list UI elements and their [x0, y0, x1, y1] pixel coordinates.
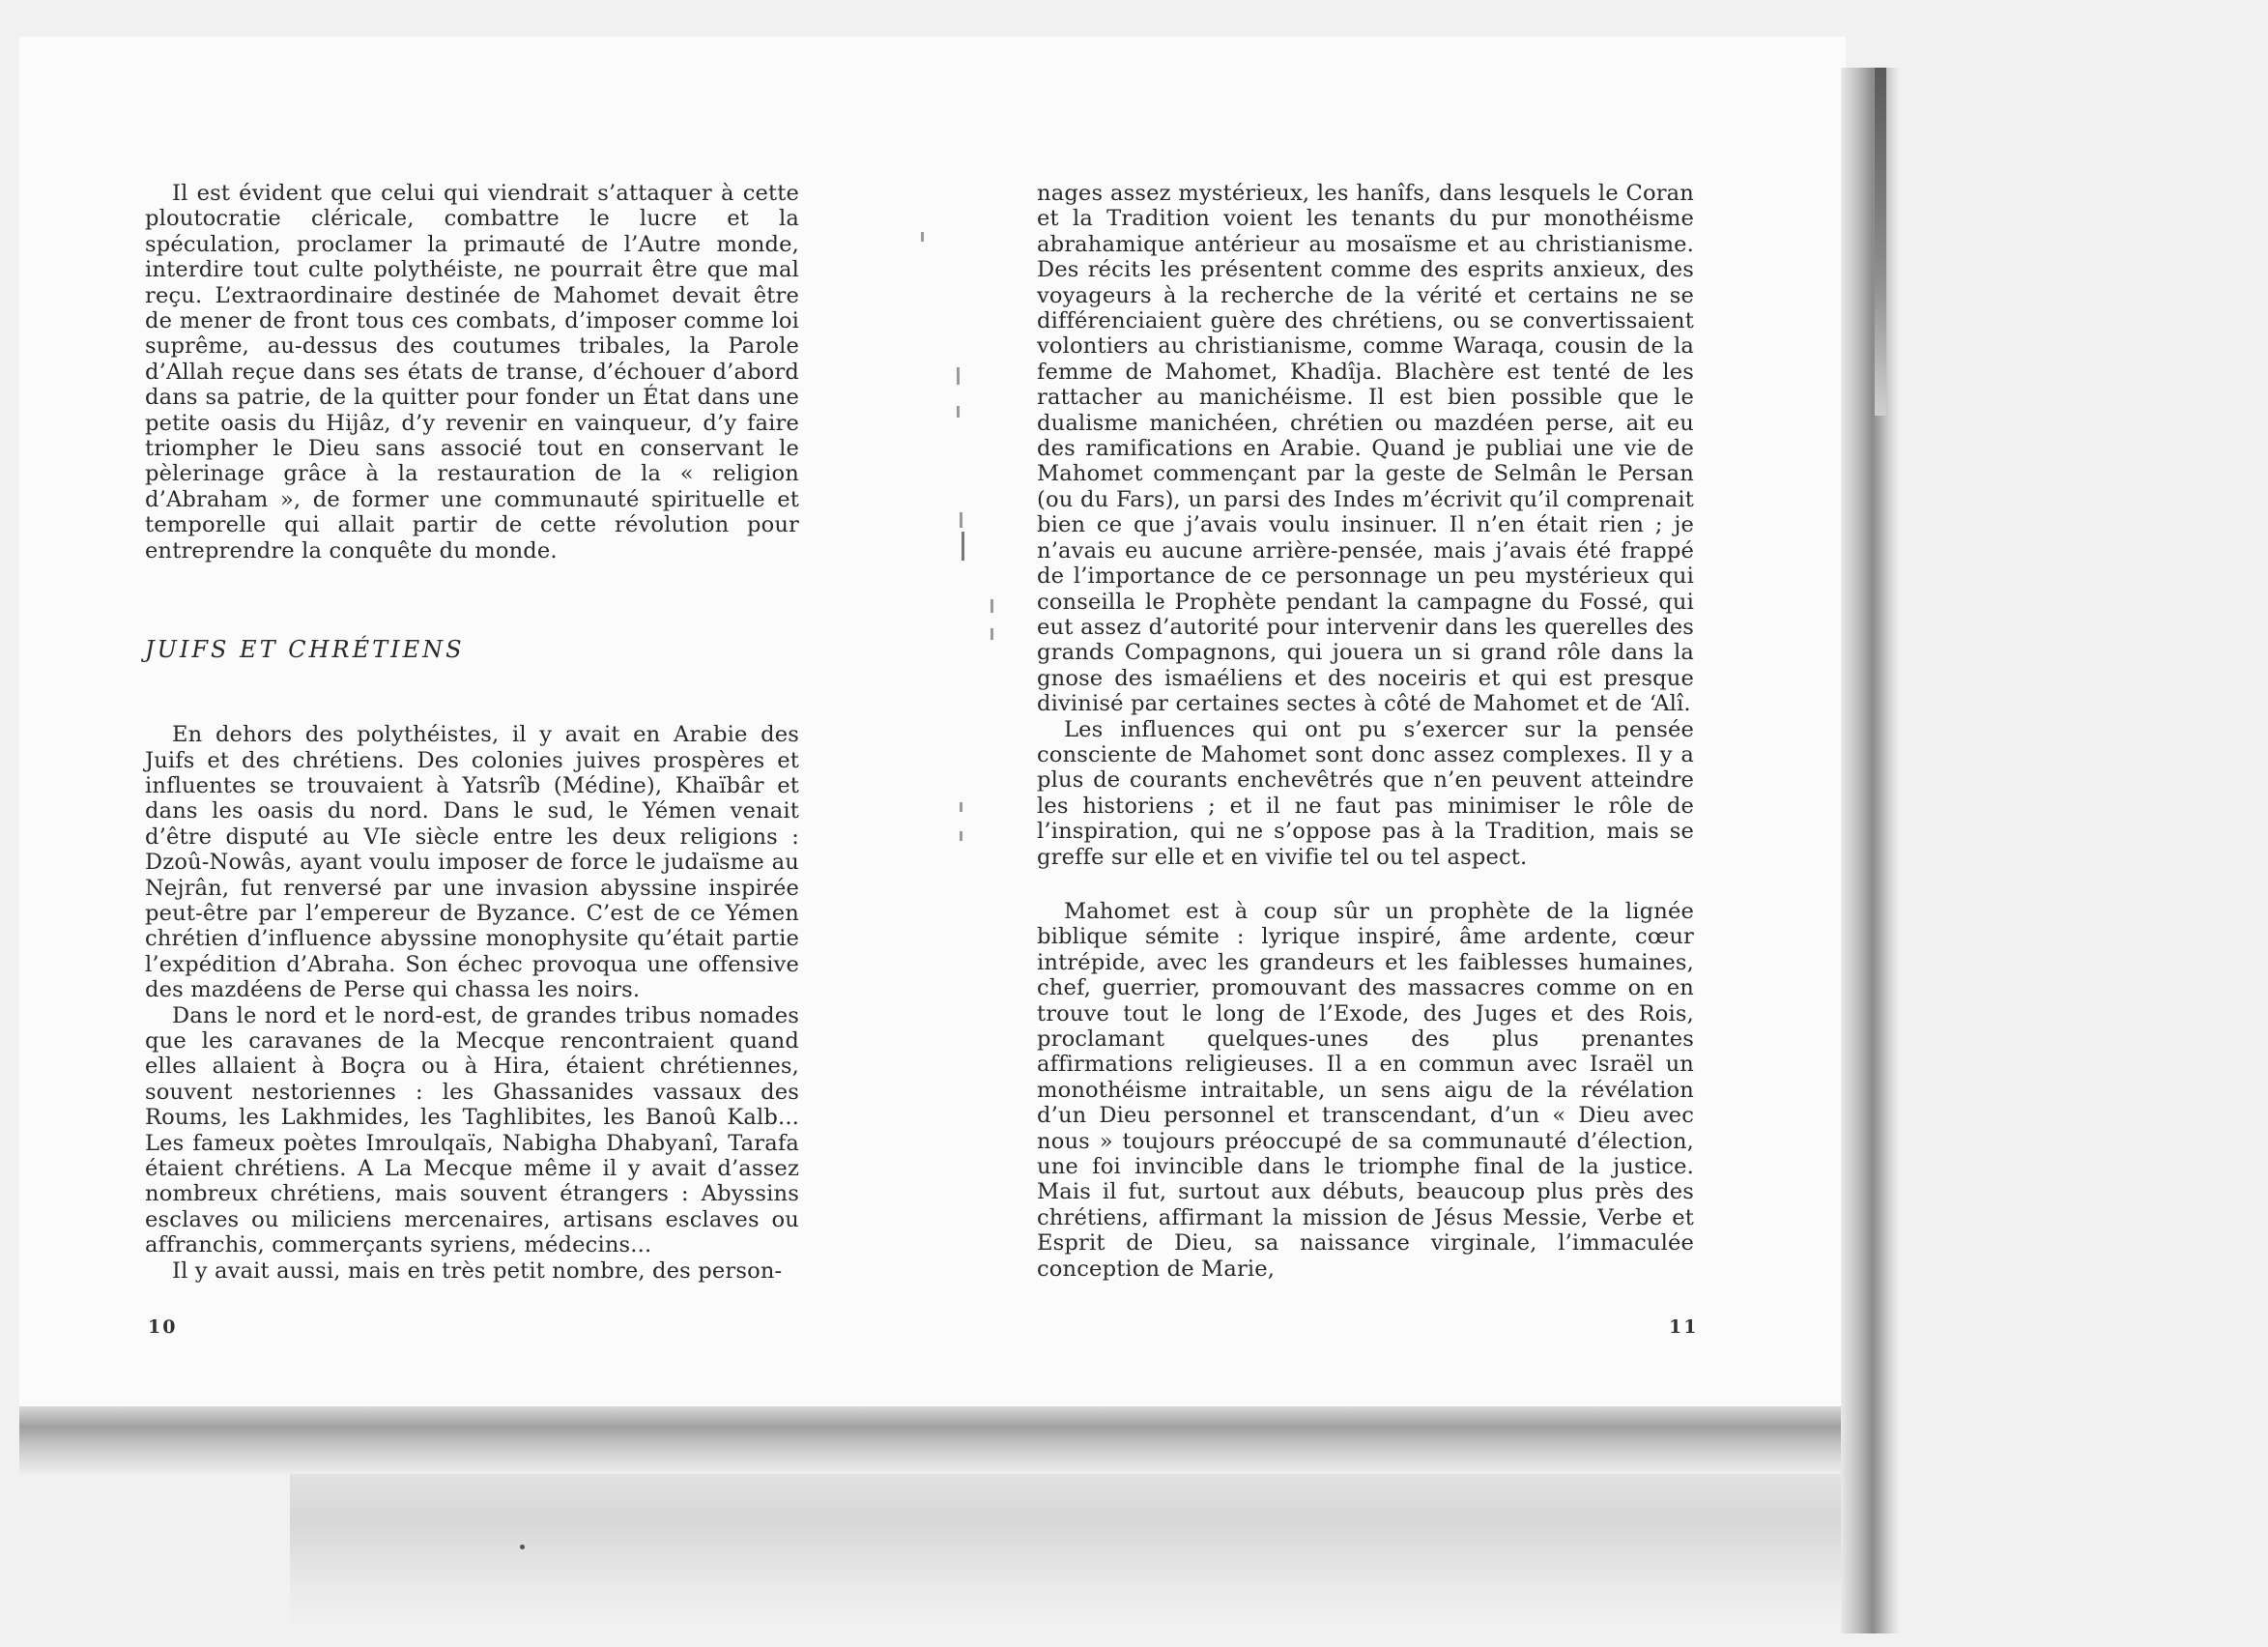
- left-paragraph-1: Il est évident que celui qui viendrait s’attaquer à cette ploutocratie cléricale, combattre le lucre et la spéculation, proclamer la primauté de l’Autre monde, interdire tout culte polythéiste, ne pourrait être que mal reçu. L’extraordinaire destinée de Mahomet devait être de mener de front tous ces combats, d’imposer comme loi suprême, au-dessus des coutumes tribales, la Parole d’Allah reçue dans ses états de transe, d’échouer d’abord dans sa patrie, de la quitter pour fonder un État dans une petite oasis du Hijâz, d’y revenir en vainqueur, d’y faire triompher le Dieu sans associé tout en conservant le pèlerinage grâce à la restauration de la « religion d’Abraham », de former une communauté spirituelle et temporelle qui allait partir de cette révolution pour entreprendre la conquête du monde.: [145, 181, 799, 563]
- page-right-edge: [1841, 68, 1899, 1633]
- right-paragraph-1: nages assez mystérieux, les hanîfs, dans lesquels le Coran et la Tradition voient les tenants du pur monothéisme abrahamique antérieur au mosaïsme et au christianisme. Des récits les présentent comme des esprits anxieux, des voyageurs à la recherche de la vérité et certains ne se différenciaient guère des chrétiens, ou se convertissaient volontiers au christianisme, comme Waraqa, cousin de la femme de Mahomet, Khadîja. Blachère est tenté de les rattacher au manichéisme. Il est bien possible que le dualisme manichéen, chrétien ou mazdéen perse, ait eu des ramifications en Arabie. Quand je publiai une vie de Mahomet commençant par la geste de Selmân le Persan (ou du Fars), un parsi des Indes m’écrivit qu’il comprenait bien ce que j’avais voulu insinuer. Il n’en était rien ; je n’avais eu aucune arrière-pensée, mais j’avais été frappé de l’importance de ce personnage un peu mystérieux qui conseilla le Prophète pendant la campagne du Fossé, qui eut assez d’autorité pour intervenir dans les querelles des grands Compagnons, qui jouera un si grand rôle dans la gnose des ismaéliens et des noceiris et qui est presque divinisé par certaines sectes à côté de Mahomet et de ‘Alî.: [1037, 181, 1694, 717]
- right-paragraph-2: Les influences qui ont pu s’exercer sur la pensée consciente de Mahomet sont donc assez complexes. Il y a plus de courants enchevêtrés que n’en peuvent atteindre les historiens ; et il ne faut pas minimiser le rôle de l’inspiration, qui ne s’oppose pas à la Tradition, mais se greffe sur elle et en vivifie tel ou tel aspect.: [1037, 716, 1694, 870]
- gutter-marks: [913, 242, 1010, 1112]
- dust-speck: [520, 1545, 525, 1549]
- page-number-right: 11: [1669, 1316, 1699, 1338]
- page-bottom-shadow-soft: [290, 1450, 1875, 1624]
- section-heading: JUIFS ET CHRÉTIENS: [145, 636, 465, 664]
- left-paragraph-2: En dehors des polythéistes, il y avait en Arabie des Juifs et des chrétiens. Des colonies juives prospères et influentes se trouvaient à Yatsrîb (Médine), Khaïbâr et dans les oasis du nord. Dans le sud, le Yémen venait d’être disputé au VIe siècle entre les deux religions : Dzoû-Nowâs, ayant voulu imposer de force le judaïsme au Nejrân, fut renversé par une invasion abyssine inspirée peut-être par l’empereur de Byzance. C’est de ce Yémen chrétien d’influence abyssine monophysite qu’était partie l’expédition d’Abraha. Son échec provoqua une offensive des mazdéens de Perse qui chassa les noirs.: [145, 722, 799, 1003]
- left-paragraph-3: Dans le nord et le nord-est, de grandes tribus nomades que les caravanes de la Mecque rencontraient quand elles allaient à Boçra ou à Hira, étaient chrétiennes, souvent nestoriennes : les Ghassanides vassaux des Roums, les Lakhmides, les Taghlibites, les Banoû Kalb... Les fameux poètes Imroulqaïs, Nabigha Dhabyanî, Tarafa étaient chrétiens. A La Mecque même il y avait d’assez nombreux chrétiens, mais souvent étrangers : Abyssins esclaves ou miliciens mercenaires, artisans esclaves ou affranchis, commerçants syriens, médecins...: [145, 1002, 799, 1258]
- left-paragraph-4: Il y avait aussi, mais en très petit nombre, des person-: [172, 1257, 783, 1284]
- left-page-text: [145, 181, 799, 1284]
- page-bottom-edge: [19, 1406, 1875, 1474]
- right-page-text: [1037, 181, 1694, 1282]
- right-paragraph-3: Mahomet est à coup sûr un prophète de la lignée biblique sémite : lyrique inspiré, âme ardente, cœur intrépide, avec les grandeurs et les faiblesses humaines, chef, guerrier, promouvant des massacres comme on en trouve tout le long de l’Exode, des Juges et des Rois, proclamant quelques-unes des plus prenantes affirmations religieuses. Il a en commun avec Israël un monothéisme intraitable, un sens aigu de la révélation d’un Dieu personnel et transcendant, d’un « Dieu avec nous » toujours préoccupé de sa communauté d’élection, une foi invincible dans le triomphe final de la justice. Mais il fut, surtout aux débuts, beaucoup plus près des chrétiens, affirmant la mission de Jésus Messie, Verbe et Esprit de Dieu, sa naissance virginale, l’immaculée conception de Marie,: [1037, 898, 1694, 1282]
- page-right-spine: [1875, 68, 1886, 416]
- page-number-left: 10: [148, 1316, 178, 1338]
